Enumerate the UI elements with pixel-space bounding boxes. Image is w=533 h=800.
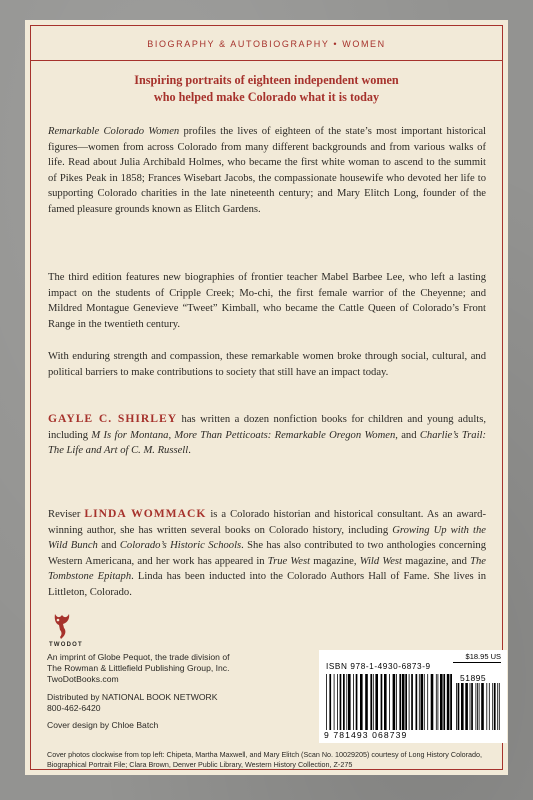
photo-credits: Cover photos clockwise from top left: Chipeta, Martha Maxwell, and Mary Elitch (Scan No. 10029205) courtesy of Long History Colorado, Biographical Portrait File; Clara Brown, Denver Public Library, Western History Collection, Z-275 [47,750,483,769]
reviser-bio-text: magazine, [310,555,360,567]
barcode-bar [329,674,331,730]
barcode-bar [471,683,473,730]
barcode-bar [326,674,327,730]
ean-barcode [326,674,452,730]
barcode-bar [470,683,471,730]
magazine-1: True West [267,555,311,567]
barcode-bar [381,674,383,730]
reviser-bio-text: . She has also contributed to two anthologies concerning Western Americana, and her work has appeared in [48,540,486,567]
barcode-bar [334,674,335,730]
barcode-bar [353,674,354,730]
barcode-bar [465,683,468,730]
isbn-label: ISBN 978-1-4930-6873-9 [326,662,431,671]
reviser-book-2: Colorado’s Historic Schools [119,540,242,552]
barcode-bar [389,674,390,730]
barcode-bar [348,674,351,730]
barcode-bar [458,683,460,730]
distributor: Distributed by NATIONAL BOOK NETWORK [47,691,218,702]
divider [30,60,503,61]
barcode-bar [431,674,434,730]
text-panel [25,20,508,775]
reviser-bio-text: . Linda has been inducted into the Colorado Authors Hall of Fame. She lives in Littleton, Colorado. [48,571,486,598]
barcode-bar [365,674,368,730]
barcode-bar [373,674,374,730]
author-bio-text: , and [395,429,420,441]
author-bio-text: . [188,445,191,457]
logo-wordmark: TWODOT [49,642,83,648]
barcode-bar [440,674,443,730]
barcode-bar [416,674,418,730]
barcode-bar [497,683,498,730]
tagline [65,72,468,106]
publisher-website: TwoDotBooks.com [47,674,119,685]
barcode-bar [427,674,428,730]
description-paragraph-1 [48,124,486,218]
barcode-bar [479,683,480,730]
barcode-bar [476,683,477,730]
barcode-bar [492,683,493,730]
book-title: Remarkable Colorado Women [48,126,180,137]
publisher-info [47,652,277,731]
barcode-bar [405,674,407,730]
barcode-bar [399,674,401,730]
barcode-bar [340,674,342,730]
tagline-line-2: who helped make Colorado what it is today [153,90,380,104]
barcode-bar [499,683,500,730]
magazine-3: The Tombstone Epitaph [48,555,486,583]
barcode-bar [447,674,450,730]
barcode-bar [436,674,437,730]
barcode-bar [375,674,378,730]
reviser-bio-text: and [97,540,120,552]
barcode-bar [494,683,496,730]
ean-number: 9 781493 068739 [324,730,408,740]
description-paragraph-3: With enduring strength and compassion, these remarkable women broke through social, cultural, and political barriers to make contributions to society that still have an impact today. [48,351,486,378]
barcode-bar [481,683,484,730]
magazine-2: Wild West [359,555,402,567]
design-credit: Cover design by Chloe Batch [47,720,159,731]
reviser-name: LINDA WOMMACK [84,507,207,520]
addon-number: 51895 [460,673,487,683]
barcode-bar [424,674,425,730]
addon-barcode [456,683,500,730]
reviser-bio [48,506,486,601]
author-book-2: Charlie’s Trail: The Life and Art of C. M. Russell [48,429,486,457]
barcode-bar [346,674,347,730]
barcode-bar [393,674,396,730]
barcode-bar [461,683,464,730]
category-label: BIOGRAPHY & AUTOBIOGRAPHY • WOMEN [147,39,386,49]
barcode-bar [396,674,397,730]
barcode-bar [337,674,338,730]
barcode-bar [409,674,410,730]
barcode-block [319,650,507,743]
price-underline [453,662,501,663]
author-book-1: M Is for Montana, More Than Petticoats: Remarkable Oregon Women [91,429,396,441]
imprint-line-2: The Rowman & Littlefield Publishing Group, Inc. [47,663,230,674]
price-label: $18.95 US [465,652,501,661]
reviser-bio-text: magazine, and [401,555,471,567]
twodot-logo-icon [51,612,73,640]
reviser-book-1: Growing Up with the Wild Bunch [48,524,486,552]
barcode-bar [438,674,439,730]
barcode-bar [450,674,452,730]
barcode-bar [421,674,424,730]
barcode-bar [419,674,420,730]
barcode-bar [456,683,457,730]
barcode-bar [477,683,478,730]
author-bio [48,411,486,459]
barcode-bar [343,674,345,730]
reviser-bio-text: is a Colorado historian and historical consultant. As an award-winning author, she has written several books on Colorado history, including [48,509,486,536]
barcode-bar [443,674,445,730]
barcode-bar [360,674,363,730]
distributor-phone: 800-462-6420 [47,702,101,713]
reviser-prefix: Reviser [48,509,85,520]
barcode-bar [384,674,387,730]
imprint-line-1: An imprint of Globe Pequot, the trade division of [47,652,230,662]
barcode-bar [402,674,405,730]
barcode-bar [356,674,358,730]
barcode-bar [370,674,372,730]
description-paragraph-2: The third edition features new biographies of frontier teacher Mabel Barbee Lee, who left a lasting impact on the students of Cripple Creek; Mo-chi, the first female warrior of the Cheyenne; and Mildred Montague Genevieve “Tweet” Kimball, who became the Cattle Queen of Colorado’s Front Range in the twentieth century. [48,272,486,330]
barcode-bar [489,683,490,730]
barcode-bar [486,683,487,730]
tagline-line-1: Inspiring portraits of eighteen independent women [134,73,399,87]
barcode-bar [411,674,413,730]
description-text: profiles the lives of eighteen of the state’s most important historical figures—women from across Colorado from many different backgrounds and from various walks of life. Read about Julia Archibald Holmes, who became the first white woman to ascend to the summit of Pikes Peak in 1858; Frances Wisebart Jacobs, the compassionate housewife who devoted her life to supporting Colorado charities in the late nineteenth century; and Mary Elitch Long, founder of the famed pleasure grounds known as Elitch Gardens. [48,126,486,215]
author-bio-text: has written a dozen nonfiction books for children and young adults, including [48,414,486,441]
author-name: GAYLE C. SHIRLEY [48,412,178,425]
